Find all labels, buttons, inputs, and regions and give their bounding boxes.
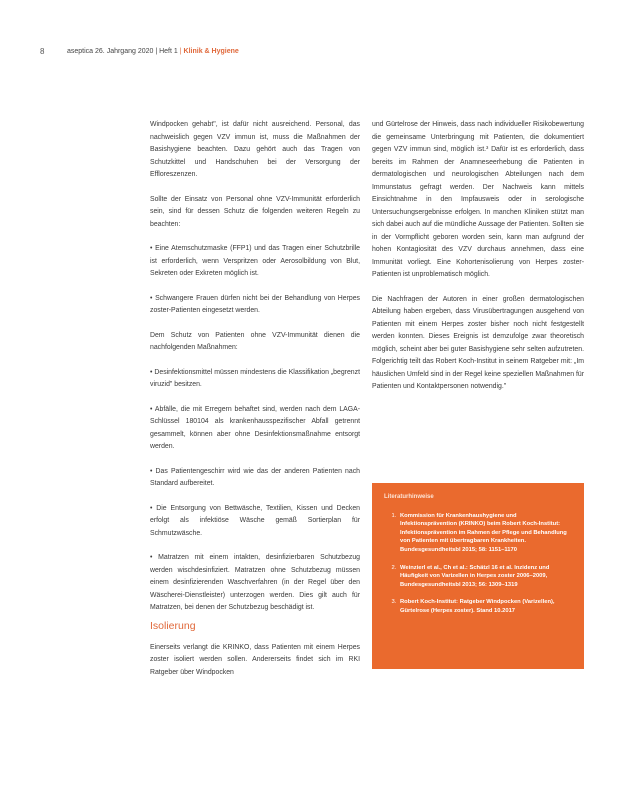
section-heading: Isolierung: [150, 619, 196, 632]
paragraph: Dem Schutz von Patienten ohne VZV-Immunität dienen die nachfolgenden Maßnahmen:: [150, 331, 360, 351]
reference-text: Robert Koch-Institut: Ratgeber Windpocken (Varizellen), Gürtelrose (Herpes zoster). Stand 10.2017: [400, 599, 555, 614]
right-column: [372, 119, 584, 406]
bullet-paragraph: • Desinfektionsmittel müssen mindestens die Klassifikation „begrenzt viruzid" besitzen.: [150, 368, 360, 388]
reference-item: [398, 512, 570, 555]
section-name: Klinik & Hygiene: [183, 48, 239, 55]
journal-title: aseptica 26. Jahrgang 2020 | Heft 1: [67, 48, 178, 55]
reference-text: Kommission für Krankenhaushygiene und Infektionsprävention (KRINKO) beim Robert Koch-Institut: Infektionsprävention im Rahmen der Pflege und Behandlung von Patienten mit übertragbaren Krankheiten. Bundesgesundheitsbl 2015; 58: 1151–1170: [400, 512, 567, 553]
references-list: [384, 512, 570, 616]
paragraph: Die Nachfragen der Autoren in einer großen dermatologischen Abteilung haben ergeben, dass Virusübertragungen ausgehend von Patienten mit einem Herpes zoster bisher noch nicht festgestellt werden konnten. Dieses Ereignis ist demzufolge zwar theoretisch möglich, scheint aber bei guter Basishygiene sehr selten aufzutreten. Folgerichtig teilt das Robert Koch-Institut in seinem Ratgeber mit: „Im häuslichen Umfeld sind in der Regel keine speziellen Maßnahmen für Patienten und Kontaktpersonen notwendig.": [372, 295, 584, 390]
bullet-paragraph: • Eine Atemschutzmaske (FFP1) und das Tragen einer Schutzbrille ist erforderlich, wenn Verspritzen oder Aerosolbildung von Blut, Sekreten oder Exkreten möglich ist.: [150, 245, 360, 277]
header-separator: |: [179, 48, 182, 55]
paragraph: Einerseits verlangt die KRINKO, dass Patienten mit einem Herpes zoster isoliert werden sollen. Andererseits findet sich im RKI Ratgeber über Windpocken: [150, 643, 360, 676]
bullet-paragraph: • Schwangere Frauen dürfen nicht bei der Behandlung von Herpes zoster-Patienten eingesetzt werden.: [150, 294, 360, 314]
references-box: [372, 483, 584, 669]
references-title: Literaturhinweise: [384, 494, 434, 500]
bullet-paragraph: • Matratzen mit einem intakten, desinfizierbaren Schutzbezug werden wischdesinfiziert. Matratzen ohne Schutzbezug müssen einem desinfizierenden Waschverfahren (in der Regel über den Wäscherei-Dienstleister) unterzogen werden. Dies gilt auch für Matratzen, bei denen der Schutzbezug beschädigt ist.: [150, 554, 360, 611]
paragraph: Windpocken gehabt", ist dafür nicht ausreichend. Personal, das nachweislich gegen VZV immun ist, muss die Maßnahmen der Basishygiene beachten. Dazu gehört auch das Tragen von Schutzkittel und Handschuhen bei der Versorgung der Effloreszenzen.: [150, 121, 360, 178]
page-number: 8: [40, 47, 45, 56]
paragraph: Sollte der Einsatz von Personal ohne VZV-Immunität erforderlich sein, sind für dessen Schutz die folgenden weiteren Regeln zu beachten:: [150, 195, 360, 228]
reference-item: [398, 598, 570, 615]
bullet-paragraph: • Die Entsorgung von Bettwäsche, Textilien, Kissen und Decken erfolgt als infektiöse Wäsche gemäß Sortierplan für Schmutzwäsche.: [150, 504, 360, 537]
bullet-paragraph: • Abfälle, die mit Erregern behaftet sind, werden nach dem LAGA-Schlüssel 180104 als krankenhausspezifischer Abfall getrennt gesammelt, können aber ohne Desinfektionsmaßnahme entsorgt werden.: [150, 405, 360, 450]
paragraph: und Gürtelrose der Hinweis, dass nach individueller Risikobewertung die gemeinsame Unterbringung mit Patienten, die dokumentiert gegen VZV immun sind, möglich ist.³ Dafür ist es erforderlich, dass bereits im Rahmen der Anamneseerhebung die Patienten in dermatologischen und neurologischen Abteilungen nach dem Immunstatus gefragt werden. Der Nachweis kann mittels Einsichtnahme in den Impfausweis oder in serologische Untersuchungsergebnisse erfolgen. In manchen Kliniken stützt man sich dabei auch auf die mündliche Aussage der Patienten. Sollten sie in der Vormpflicht geboren worden sein, kann man aufgrund der hohen Kontagiosität des VZV durchaus annehmen, dass eine Immunität vorliegt. Eine Kohortenisolierung von Herpes zoster-Patienten ist unproblematisch möglich.: [372, 121, 584, 278]
reference-text: Weinzierl et al., Ch et al.: Schätzl 16 et al. Inzidenz und Häufigkeit von Varizellen in Herpes zoster 2006–2009, Bundesgesundheitsbl 2013; 56: 1309–1319: [400, 564, 550, 588]
bullet-paragraph: • Das Patientengeschirr wird wie das der anderen Patienten nach Standard aufbereitet.: [150, 467, 360, 487]
journal-line: [67, 47, 239, 57]
reference-item: [398, 564, 570, 590]
left-column: [150, 119, 360, 691]
